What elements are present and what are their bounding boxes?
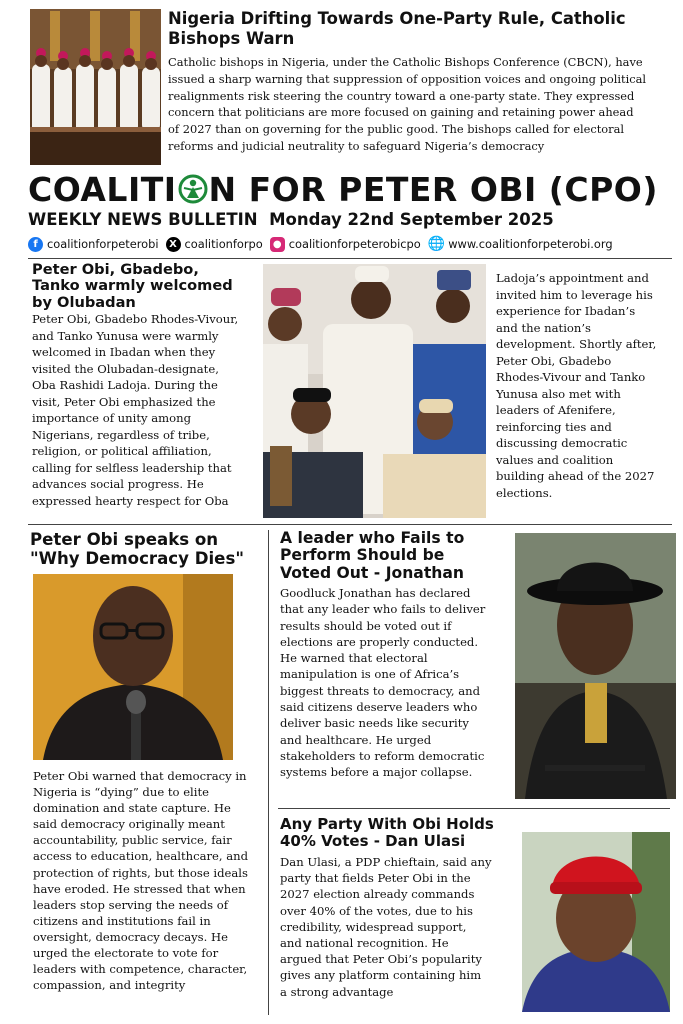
x-link[interactable]: X coalitionforpo xyxy=(166,237,263,252)
ulasi-photo xyxy=(522,832,670,1012)
jonathan-body: Goodluck Jonathan has declared that any leader who fails to deliver results should be voted out if elections are properly conducted. He warned that electoral manipulation is one of Africa’s biggest threats to democracy, and said citizens deserve leaders who deliver basic needs like security and healthcare. He urged stakeholders to reform democratic systems before a major collapse. xyxy=(280,586,486,780)
masthead-title: COALITI N FOR PETER OBI (CPO) xyxy=(28,170,658,209)
masthead-divider xyxy=(28,258,672,259)
globe-icon: 🌐 xyxy=(427,236,446,252)
peter-obi-photo xyxy=(33,574,233,760)
facebook-link[interactable]: f coalitionforpeterobi xyxy=(28,237,159,252)
ulasi-headline: Any Party With Obi Holds 40% Votes - Dan Ulasi xyxy=(280,815,494,850)
facebook-icon: f xyxy=(28,237,43,252)
instagram-link[interactable]: ● coalitionforpeterobicpo xyxy=(270,237,421,252)
bulletin-label: WEEKLY NEWS BULLETIN xyxy=(28,210,258,229)
top-story-headline: Nigeria Drifting Towards One-Party Rule, Catholic Bishops Warn xyxy=(168,9,626,48)
ulasi-body: Dan Ulasi, a PDP chieftain, said any party that fields Peter Obi in the 2027 election already commands over 40% of the votes, due to his credibility, widespread support, and national recognition. He argued that Peter Obi’s popularity gives any platform containing him a strong advantage xyxy=(280,855,492,999)
bulletin-line xyxy=(28,210,554,229)
social-bar xyxy=(28,235,678,253)
website-link[interactable]: 🌐 www.coalitionforpeterobi.org xyxy=(427,236,613,252)
bishops-photo xyxy=(30,9,161,165)
jonathan-photo xyxy=(515,533,676,799)
jonathan-headline: A leader who Fails to Perform Should be Voted Out - Jonathan xyxy=(280,529,465,582)
olubadan-body-left: Peter Obi, Gbadebo Rhodes-Vivour, and Tanko Yunusa were warmly welcomed in Ibadan when they visited the Olubadan-designate, Oba Rashidi Ladoja. During the visit, Peter Obi emphasized the importance of unity among Nigerians, regardless of tribe, religion, or political affiliation, calling for selfless leadership that advances social progress. He expressed hearty respect for Oba xyxy=(32,312,239,508)
column-divider xyxy=(268,530,269,1015)
x-icon: X xyxy=(166,237,181,252)
olubadan-photo xyxy=(263,264,486,518)
instagram-icon: ● xyxy=(270,237,285,252)
section-divider xyxy=(28,524,672,525)
bulletin-date: Monday 22nd September 2025 xyxy=(269,210,554,229)
jonathan-divider xyxy=(278,808,670,809)
olubadan-body-right: Ladoja’s appointment and invited him to leverage his experience for Ibadan’s and the nation’s development. Shortly after, Peter Obi, Gbadebo Rhodes-Vivour and Tanko Yunusa also met with leaders of Afenifere, reinforcing ties and discussing democratic values and coalition building ahead of the 2027 elections. xyxy=(496,271,657,500)
democracy-headline: Peter Obi speaks on "Why Democracy Dies" xyxy=(30,530,244,568)
cpo-logo-icon xyxy=(178,174,208,204)
democracy-body: Peter Obi warned that democracy in Nigeria is “dying” due to elite domination and state capture. He said democracy originally meant accountability, public service, fair access to education, healthcare, and protection of rights, but those ideals have eroded. He stressed that when leaders stop serving the needs of citizens and institutions fail in oversight, democracy decays. He urged the electorate to vote for leaders with competence, character, compassion, and integrity xyxy=(33,769,249,993)
olubadan-headline: Peter Obi, Gbadebo, Tanko warmly welcomed by Olubadan xyxy=(32,261,233,311)
top-story-body: Catholic bishops in Nigeria, under the Catholic Bishops Conference (CBCN), have issued a sharp warning that suppression of opposition voices and ongoing political realignments risk steering the country toward a one-party state. They expressed concern that politicians are more focused on gaining and retaining power ahead of 2027 than on governing for the public good. The bishops called for electoral reforms and judicial neutrality to safeguard Nigeria’s democracy xyxy=(168,55,647,153)
